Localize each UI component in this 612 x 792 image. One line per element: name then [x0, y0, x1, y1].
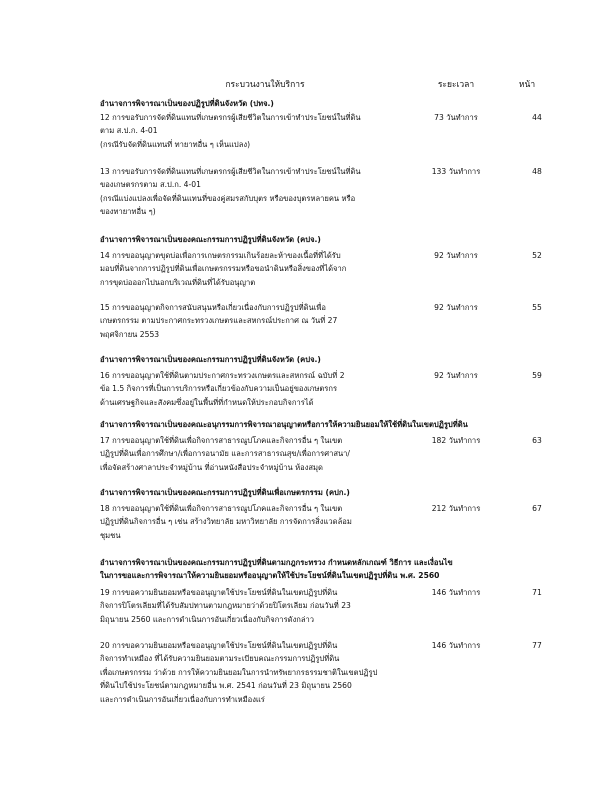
item-name: 15 การขออนุญาตกิจการสนับสนุนหรือเกี่ยวเนื่องกับการปฏิรูปที่ดินเพื่อ เกษตรกรรม ตามประกาศกระทรวงเกษตรและสหกรณ์ประกาศ ณ วันที่ 27 พฤศจิกายน 2553: [100, 303, 338, 339]
item-page: 44: [532, 113, 542, 122]
col-header-page: หน้า: [518, 80, 536, 90]
item-page: 63: [532, 436, 542, 445]
item-name: 16 การขออนุญาตใช้ที่ดินตามประกาศกระทรวงเกษตรและสหกรณ์ ฉบับที่ 2 ข้อ 1.5 กิจการที่เป็นการบริการหรือเกี่ยวข้องกับความเป็นอยู่ของเกษตรกร ด้านเศรษฐกิจและสังคมซึ่งอยู่ในพื้นที่ที่กำหนดให้ประกอบกิจการได้: [100, 371, 345, 407]
item-page: 55: [532, 303, 542, 312]
item-name: 20 การขอความยินยอมหรือขออนุญาตใช้ประโยชน์ที่ดินในเขตปฏิรูปที่ดิน กิจการทำเหมือง ที่ได้รับความยินยอมตามระเบียบคณะกรรมการปฏิรูปที่ดิน เพื่อเกษตรกรรม ว่าด้วย การให้ความยินยอมในการนำทรัพยากรธรรมชาติในเขตปฏิรูป ที่ดินไปใช้ประโยชน์ตามกฎหมายอื่น พ.ศ. 2541 ก่อนวันที่ 23 มิถุนายน 2560 และการดำเนินการอันเกี่ยวเนื่องกับการทำเหมืองแร่: [100, 641, 378, 704]
section-heading: อำนาจการพิจารณาเป็นของปฏิรูปที่ดินจังหวัด (ปทจ.): [100, 99, 274, 108]
item-duration: 92 วันทำการ: [434, 303, 478, 312]
item-duration: 92 วันทำการ: [434, 251, 478, 260]
section-heading: อำนาจการพิจารณาเป็นของคณะอนุกรรมการพิจารณาอนุญาตหรือการให้ความยินยอมให้ใช้ที่ดินในเขตปฏิรูปที่ดิน: [100, 420, 468, 429]
item-page: 71: [532, 588, 542, 597]
item-name: 14 การขออนุญาตขุดบ่อเพื่อการเกษตรกรรมเกินร้อยละห้าของเนื้อที่ที่ได้รับ มอบที่ดินจากการปฏิรูปที่ดินเพื่อเกษตรกรรมหรือขอนำดินหรือสิ่งของที่ได้จาก การขุดบ่อออกไปนอกบริเวณที่ดินที่ได้รับอนุญาต: [100, 251, 347, 287]
section-heading: อำนาจการพิจารณาเป็นของคณะกรรมการปฏิรูปที่ดินจังหวัด (คปจ.): [100, 355, 321, 364]
item-page: 77: [532, 641, 542, 650]
section-heading: อำนาจการพิจารณาเป็นของคณะกรรมการปฏิรูปที่ดินเพื่อเกษตรกรรม (คปก.): [100, 488, 350, 497]
item-duration: 146 วันทำการ: [431, 641, 481, 650]
item-duration: 146 วันทำการ: [431, 588, 481, 597]
item-page: 52: [532, 251, 542, 260]
item-duration: 73 วันทำการ: [434, 113, 478, 122]
item-duration: 212 วันทำการ: [431, 504, 481, 513]
item-page: 48: [532, 167, 542, 176]
item-page: 67: [532, 504, 542, 513]
item-duration: 182 วันทำการ: [431, 436, 481, 445]
section-heading: อำนาจการพิจารณาเป็นของคณะกรรมการปฏิรูปที่ดินจังหวัด (คปจ.): [100, 235, 321, 244]
col-header-process: กระบวนงานให้บริการ: [225, 80, 305, 90]
item-name: 17 การขออนุญาตใช้ที่ดินเพื่อกิจการสาธารณูปโภคและกิจการอื่น ๆ ในเขต ปฏิรูปที่ดินเพื่อการศึกษา/เพื่อการอนามัย และการสาธารณสุข/เพื่อการศาสนา/ เพื่อจัดสร้างศาลาประจำหมู่บ้าน ที่อ่านหนังสือประจำหมู่บ้าน ห้องสมุด: [100, 436, 350, 472]
item-duration: 92 วันทำการ: [434, 371, 478, 380]
item-duration: 133 วันทำการ: [431, 167, 481, 176]
item-name: 13 การขอรับการจัดที่ดินแทนที่เกษตรกรผู้เสียชีวิตในการเข้าทำประโยชน์ในที่ดิน ของเกษตรกรตาม ส.ป.ก. 4-01 (กรณีแบ่งแปลงเพื่อจัดที่ดินแทนที่ของคู่สมรสกับบุตร หรือของบุตรหลายคน หรือ ของทายาทอื่น ๆ): [100, 167, 361, 217]
item-name: 12 การขอรับการจัดที่ดินแทนที่เกษตรกรผู้เสียชีวิตในการเข้าทำประโยชน์ในที่ดิน ตาม ส.ป.ก. 4-01 (กรณีรับจัดที่ดินแทนที่ ทายาทอื่น ๆ เห็นแปลง): [100, 113, 361, 149]
section-heading: อำนาจการพิจารณาเป็นของคณะกรรมการปฏิรูปที่ดินตามกฎกระทรวง กำหนดหลักเกณฑ์ วิธีการ และเงื่อนไข ในการขอและการพิจารณาให้ความยินยอมหรืออนุญาตให้ใช้ประโยชน์ที่ดินในเขตปฏิรูปที่ดิน พ.ศ. 2560: [100, 558, 453, 581]
item-name: 18 การขออนุญาตใช้ที่ดินเพื่อกิจการสาธารณูปโภคและกิจการอื่น ๆ ในเขต ปฏิรูปที่ดินกิจการอื่น ๆ เช่น สร้างวิทยาลัย มหาวิทยาลัย การจัดการสิ่งแวดล้อม ชุมชน: [100, 504, 352, 540]
col-header-duration: ระยะเวลา: [437, 80, 475, 90]
item-page: 59: [532, 371, 542, 380]
item-name: 19 การขอความยินยอมหรือขออนุญาตใช้ประโยชน์ที่ดินในเขตปฏิรูปที่ดิน กิจการปิโตรเลียมที่ได้รับสัมปทานตามกฎหมายว่าด้วยปิโตรเลียม ก่อนวันที่ 23 มิถุนายน 2560 และการดำเนินการอันเกี่ยวเนื่องกับกิจการดังกล่าว: [100, 588, 351, 624]
